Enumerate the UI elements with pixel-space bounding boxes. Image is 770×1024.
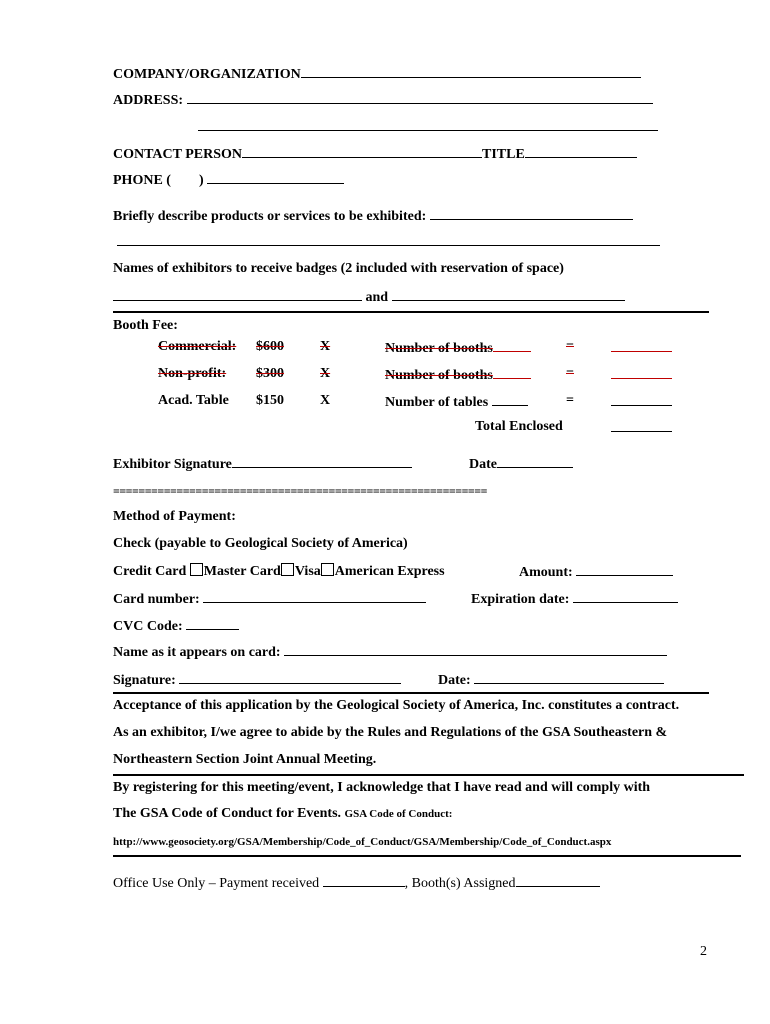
- booth-row-amount: [611, 366, 672, 384]
- payment-date-field: [438, 671, 664, 689]
- booth-row-price: $150: [256, 393, 284, 408]
- expiration-label: Expiration date:: [471, 592, 570, 607]
- booth-row-x: X: [320, 393, 331, 408]
- exhibitor-date-label: Date: [469, 457, 497, 472]
- describe-field: [113, 207, 633, 225]
- conduct-text-small: GSA Code of Conduct:: [344, 808, 453, 820]
- address-input-2[interactable]: [198, 118, 658, 131]
- amount-label: Amount:: [519, 565, 573, 580]
- name-on-card-field: [113, 643, 667, 661]
- contact-input[interactable]: [242, 145, 482, 158]
- office-use-label: Office Use Only – Payment received: [113, 876, 320, 891]
- payment-received-input[interactable]: [323, 874, 405, 887]
- payment-signature-label: Signature:: [113, 673, 176, 688]
- booth-row-eq: =: [566, 339, 574, 354]
- booths-assigned-input[interactable]: [516, 874, 600, 887]
- booth-row-x: X: [320, 366, 331, 381]
- booth-row-amount: [611, 339, 672, 357]
- booth-row-amount: [611, 393, 672, 411]
- badge-name-1[interactable]: [113, 288, 362, 301]
- company-label: COMPANY/ORGANIZATION: [113, 67, 301, 82]
- phone-input[interactable]: [207, 171, 344, 184]
- credit-card-row: [113, 563, 445, 580]
- exhibitor-date-input[interactable]: [497, 455, 573, 468]
- booth-row-qty: [385, 393, 528, 411]
- acceptance-text: Acceptance of this application by the Geological Society of America, Inc. constitutes a contract.: [113, 698, 680, 713]
- phone-close-paren: ): [198, 173, 204, 188]
- booth-row-price: $600: [256, 339, 284, 354]
- amex-label: American Express: [334, 564, 445, 579]
- booth-row-amount-input[interactable]: [611, 366, 672, 379]
- total-label: Total Enclosed: [475, 419, 563, 434]
- exhibitor-signature-field: [113, 455, 412, 473]
- credit-card-label: Credit Card: [113, 564, 187, 579]
- amex-checkbox[interactable]: [321, 563, 334, 576]
- cvc-field: [113, 617, 239, 635]
- describe-input-2[interactable]: [117, 233, 660, 246]
- divider-rule: [113, 692, 709, 694]
- phone-label: PHONE (: [113, 173, 171, 188]
- address-line-2: [198, 118, 658, 136]
- mastercard-label: Master Card: [203, 564, 281, 579]
- booth-row-eq: =: [566, 393, 574, 408]
- separator-line: ===========================================================: [113, 484, 487, 498]
- name-on-card-label: Name as it appears on card:: [113, 645, 281, 660]
- total-field: [611, 419, 672, 437]
- cvc-input[interactable]: [186, 617, 239, 630]
- payment-date-label: Date:: [438, 673, 471, 688]
- check-label: Check (payable to Geological Society of America): [113, 536, 408, 551]
- card-number-label: Card number:: [113, 592, 200, 607]
- phone-field: [113, 171, 344, 189]
- contact-field: [113, 145, 637, 163]
- booth-row-qty: [385, 339, 531, 357]
- card-number-field: [113, 590, 426, 608]
- exhibitor-date-field: [469, 455, 573, 473]
- conduct-url-link[interactable]: http://www.geosociety.org/GSA/Membership/Code_of_Conduct/GSA/Membership/Code_of_Conduct.aspx: [113, 836, 612, 848]
- agree-text-1: As an exhibitor, I/we agree to abide by the Rules and Regulations of the GSA Southeastern &: [113, 725, 668, 740]
- title-label: TITLE: [482, 147, 525, 162]
- booth-row-eq: =: [566, 366, 574, 381]
- booth-row-label: Number of booths: [385, 368, 493, 383]
- conduct-text-1: By registering for this meeting/event, I acknowledge that I have read and will comply with: [113, 780, 651, 795]
- company-input[interactable]: [301, 65, 641, 78]
- badges-label: Names of exhibitors to receive badges (2 included with reservation of space): [113, 261, 564, 276]
- booth-row-label: Number of tables: [385, 395, 489, 410]
- card-number-input[interactable]: [203, 590, 426, 603]
- divider-rule: [113, 311, 709, 313]
- title-input[interactable]: [525, 145, 637, 158]
- payment-method-label: Method of Payment:: [113, 509, 236, 524]
- conduct-text-main: The GSA Code of Conduct for Events.: [113, 806, 342, 821]
- page-number: 2: [700, 944, 707, 959]
- total-input[interactable]: [611, 419, 672, 432]
- conduct-text-2: [113, 806, 452, 822]
- booth-row-type: Commercial:: [158, 339, 237, 354]
- booth-row-qty-input[interactable]: [492, 393, 528, 406]
- booths-assigned-label: , Booth(s) Assigned: [404, 876, 516, 891]
- badges-and: and: [365, 290, 389, 305]
- name-on-card-input[interactable]: [284, 643, 667, 656]
- badges-names: [113, 288, 625, 306]
- booth-row-qty-input[interactable]: [493, 366, 531, 379]
- divider-rule: [113, 855, 741, 857]
- office-use-field: [113, 874, 600, 892]
- booth-row-type: Non-profit:: [158, 366, 227, 381]
- company-field: [113, 65, 641, 83]
- booth-row-qty: [385, 366, 531, 384]
- booth-row-price: $300: [256, 366, 284, 381]
- agree-text-2: Northeastern Section Joint Annual Meeting.: [113, 752, 377, 767]
- describe-label: Briefly describe products or services to be exhibited:: [113, 209, 427, 224]
- expiration-input[interactable]: [573, 590, 678, 603]
- contact-label: CONTACT PERSON: [113, 147, 243, 162]
- payment-signature-input[interactable]: [179, 671, 401, 684]
- address-input-1[interactable]: [187, 91, 653, 104]
- amount-input[interactable]: [576, 563, 673, 576]
- exhibitor-signature-input[interactable]: [232, 455, 412, 468]
- cvc-label: CVC Code:: [113, 619, 183, 634]
- amount-field: [519, 563, 673, 581]
- booth-row-x: X: [320, 339, 331, 354]
- describe-input-1[interactable]: [430, 207, 633, 220]
- mastercard-checkbox[interactable]: [190, 563, 203, 576]
- payment-date-input[interactable]: [474, 671, 664, 684]
- exhibitor-signature-label: Exhibitor Signature: [113, 457, 232, 472]
- address-field: [113, 91, 653, 109]
- booth-row-label: Number of booths: [385, 341, 493, 356]
- booth-row-amount-input[interactable]: [611, 339, 672, 352]
- booth-row-type: Acad. Table: [158, 393, 229, 408]
- divider-rule: [113, 774, 744, 776]
- visa-checkbox[interactable]: [281, 563, 294, 576]
- booth-row-amount-input[interactable]: [611, 393, 672, 406]
- booth-row-qty-input[interactable]: [493, 339, 531, 352]
- visa-label: Visa: [294, 564, 321, 579]
- describe-line-2: [117, 233, 660, 251]
- booth-heading: Booth Fee:: [113, 318, 178, 333]
- payment-signature-field: [113, 671, 401, 689]
- badge-name-2[interactable]: [392, 288, 625, 301]
- address-label: ADDRESS:: [113, 93, 184, 108]
- expiration-field: [471, 590, 678, 608]
